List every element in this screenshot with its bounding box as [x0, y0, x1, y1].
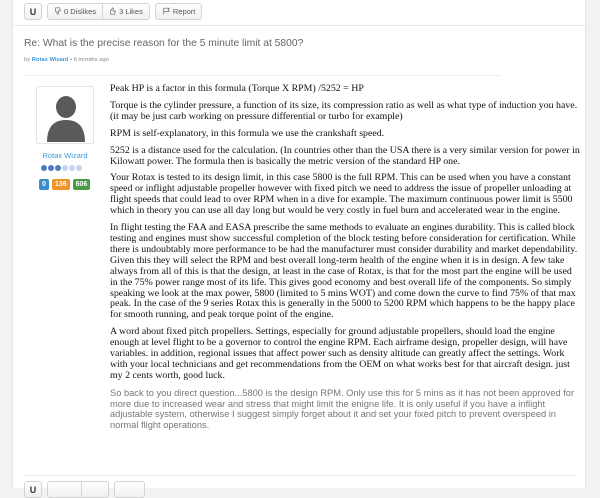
report-label — [121, 485, 138, 494]
user-icon: U — [29, 484, 37, 495]
next-report-button[interactable] — [114, 481, 145, 498]
post-byline — [24, 57, 109, 63]
post-paragraph: Torque is the cylinder pressure, a function of its size, its compression ratio as well as what type of induction you have. (it may be just carb working on pressure differential or turbo for example) — [110, 99, 578, 122]
header-divider — [13, 25, 587, 26]
report-label: Report — [172, 7, 196, 16]
thumbs-down-icon — [54, 7, 62, 17]
badge-points: 136 — [52, 179, 70, 190]
post-actions-bottom — [24, 481, 145, 498]
like-button[interactable] — [103, 3, 150, 20]
post-title: Re: What is the precise reason for the 5 minute limit at 5800? — [24, 38, 304, 49]
default-user-icon — [37, 87, 95, 145]
dislike-label — [54, 485, 75, 494]
next-like-button[interactable] — [82, 481, 110, 498]
user-name-link[interactable]: Rotax Wizard — [42, 151, 88, 160]
rank-dot-icon — [41, 165, 47, 171]
report-button[interactable] — [155, 3, 203, 20]
user-stat-badges — [39, 179, 90, 190]
post-card — [12, 0, 586, 495]
like-label: 3 Likes — [119, 7, 143, 16]
next-vote-button-group — [47, 481, 109, 498]
post-time: 6 months ago — [73, 57, 109, 63]
by-prefix: by — [24, 57, 31, 63]
next-dislike-button[interactable] — [47, 481, 82, 498]
post-paragraph: Peak HP is a factor in this formula (Torque X RPM) /5252 = HP — [110, 83, 364, 94]
post-paragraph: A word about fixed pitch propellers. Settings, especially for ground adjustable propellers, should load the engine enough at level flight to be a governor to control the engine RPM. Each airframe design, propeller design, will have variables. in addition, regional issues that affect power such as density altitude can greatly affect the settings. Work with your local technicians and get recommendations from the OEM on what works best for that aircraft design. just my 2 cents worth, good luck. — [110, 326, 570, 381]
user-icon: U — [29, 6, 37, 17]
post-body — [110, 84, 580, 437]
badge-posts: 0 — [39, 179, 49, 190]
flag-icon — [162, 7, 171, 17]
byline-separator: • — [70, 57, 73, 63]
user-menu-button[interactable] — [24, 3, 42, 20]
badge-reputation: 606 — [73, 179, 91, 190]
post-paragraph: In flight testing the FAA and EASA prescribe the same methods to evaluate an engines durability. This is called block testing and engines must show successful completion of the block testing before consideration for certification. While there is undoubtably more performance to be had the manufacturer must consider durability and market dependability. Given this they will select the RPM and best overall long-term health of the engine when it is in design. A few take always from all of this is that the design, at least in the case of Rotax, is that for the most part the engine will be used in the 75% power range most of its life. This gives good economy and best overall life of the components. So simply speaking we look at the max power, 5800 (limited to 5 mins WOT) and come down the curve to find 75% of that max peak. In the case of the 9 series Rotax this is generally in the 5000 to 5200 RPM which happens to be the happy place for smooth running, and peak torque point of the engine. — [110, 222, 578, 321]
post-paragraph: Your Rotax is tested to its design limit, in this case 5800 is the full RPM. This can be used when you have a constant speed or inflight adjustable propeller however with fixed pitch we need to address the issue of propeller unloading at flight speeds that could lead to over RPM when in a dive for example. The maximum continuous power limit is 5500 which in theory you can use all day long but would be very costly in fuel burn and accelerated wear in the engine. — [110, 172, 573, 217]
next-user-menu-button[interactable] — [24, 481, 42, 498]
like-label — [88, 485, 103, 494]
rank-dot-icon — [55, 165, 61, 171]
post-paragraph: 5252 is a distance used for the calculation. (In countries other than the USA there is a very similar version for power in Kilowatt power. The formula then is basically the metric version of the standard HP one. — [110, 144, 580, 167]
post-paragraph: RPM is self-explanatory, in this formula we use the crankshaft speed. — [110, 127, 385, 139]
author-link[interactable]: Rotax Wizard — [31, 57, 69, 63]
dislike-button[interactable] — [47, 3, 103, 20]
footer-divider — [23, 475, 575, 476]
user-rank-dots — [41, 165, 82, 171]
vote-button-group — [47, 3, 150, 20]
rank-dot-icon — [62, 165, 68, 171]
rank-dot-icon — [69, 165, 75, 171]
dislike-label: 0 Dislikes — [64, 7, 97, 16]
avatar[interactable] — [36, 86, 94, 144]
rank-dot-icon — [48, 165, 54, 171]
rank-dot-icon — [76, 165, 82, 171]
thumbs-up-icon — [109, 7, 117, 17]
post-actions-top — [24, 3, 202, 20]
title-divider — [23, 75, 501, 76]
post-paragraph-summary: So back to you direct question...5800 is the design RPM. Only use this for 5 mins as it has not been approved for more due to increased wear and stress that might limit the enigne life. It is only useful if you have a inflight adjustable system, otherwise I suggest simply forget about it and set your fixed pitch to prevent overspeed in normal flight operations. — [110, 387, 575, 431]
